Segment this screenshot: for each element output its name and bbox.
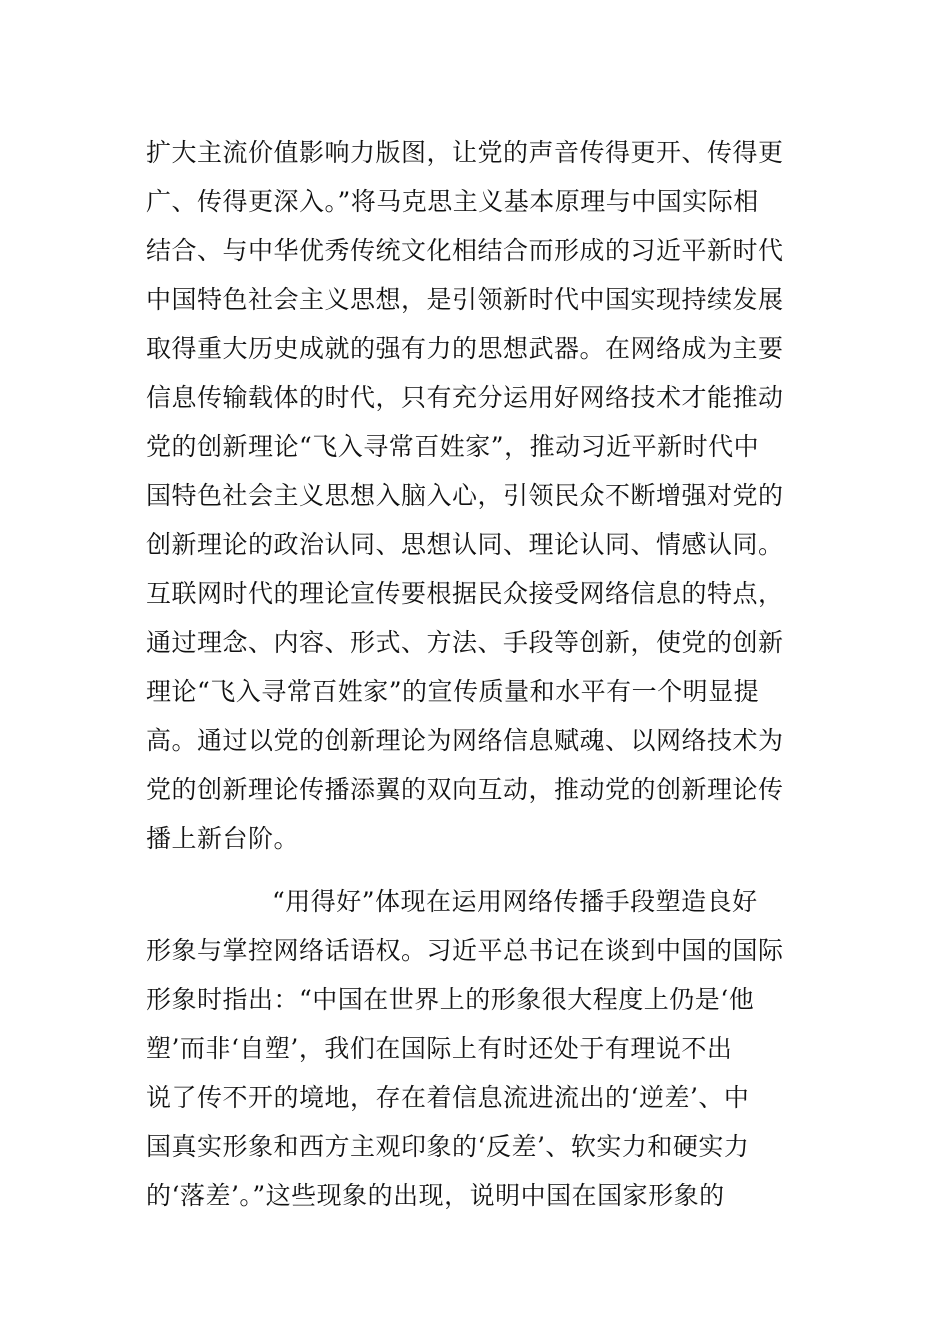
text-line: 中国特色社会主义思想，是引领新时代中国实现持续发展: [146, 285, 784, 314]
text-line: 高。通过以党的创新理论为网络信息赋魂、以网络技术为: [146, 726, 784, 755]
paragraph-spacing: [146, 863, 806, 877]
text-line: 国特色社会主义思想入脑入心，引领民众不断增强对党的: [146, 481, 784, 510]
text-line: 结合、与中华优秀传统文化相结合而形成的习近平新时代: [146, 236, 784, 265]
text-line: 国真实形象和西方主观印象的‘反差’、软实力和硬实力: [146, 1132, 750, 1161]
text-line: 广、传得更深入。”将马克思主义基本原理与中国实际相: [146, 187, 759, 216]
text-line: 党的创新理论“飞入寻常百姓家”，推动习近平新时代中: [146, 432, 760, 461]
text-line: 党的创新理论传播添翼的双向互动，推动党的创新理论传: [146, 775, 784, 804]
text-line: 通过理念、内容、形式、方法、手段等创新，使党的创新: [146, 628, 784, 657]
document-body: [146, 128, 806, 1220]
text-line: 取得重大历史成就的强有力的思想武器。在网络成为主要: [146, 334, 784, 363]
text-line: 说了传不开的境地，存在着信息流进流出的‘逆差’、中: [146, 1083, 750, 1112]
text-line: 创新理论的政治认同、思想认同、理论认同、情感认同。: [146, 530, 784, 559]
text-line: 塑’而非‘自塑’，我们在国际上有时还处于有理说不出: [146, 1034, 733, 1063]
text-line: 理论“飞入寻常百姓家”的宣传质量和水平有一个明显提: [146, 677, 760, 706]
paragraph-1: [146, 128, 806, 863]
text-line: 互联网时代的理论宣传要根据民众接受网络信息的特点，: [146, 579, 784, 608]
paragraph-2: [146, 877, 806, 1220]
text-line: 形象与掌控网络话语权。习近平总书记在谈到中国的国际: [146, 936, 784, 965]
text-line: 信息传输载体的时代，只有充分运用好网络技术才能推动: [146, 383, 784, 412]
text-line: 形象时指出：“中国在世界上的形象很大程度上仍是‘他: [146, 985, 755, 1014]
text-line: 扩大主流价值影响力版图，让党的声音传得更开、传得更: [146, 138, 784, 167]
text-line: 的‘落差’。”这些现象的出现，说明中国在国家形象的: [146, 1181, 725, 1210]
text-line-indented: “用得好”体现在运用网络传播手段塑造良好: [272, 887, 758, 916]
text-line: 播上新台阶。: [146, 824, 300, 853]
